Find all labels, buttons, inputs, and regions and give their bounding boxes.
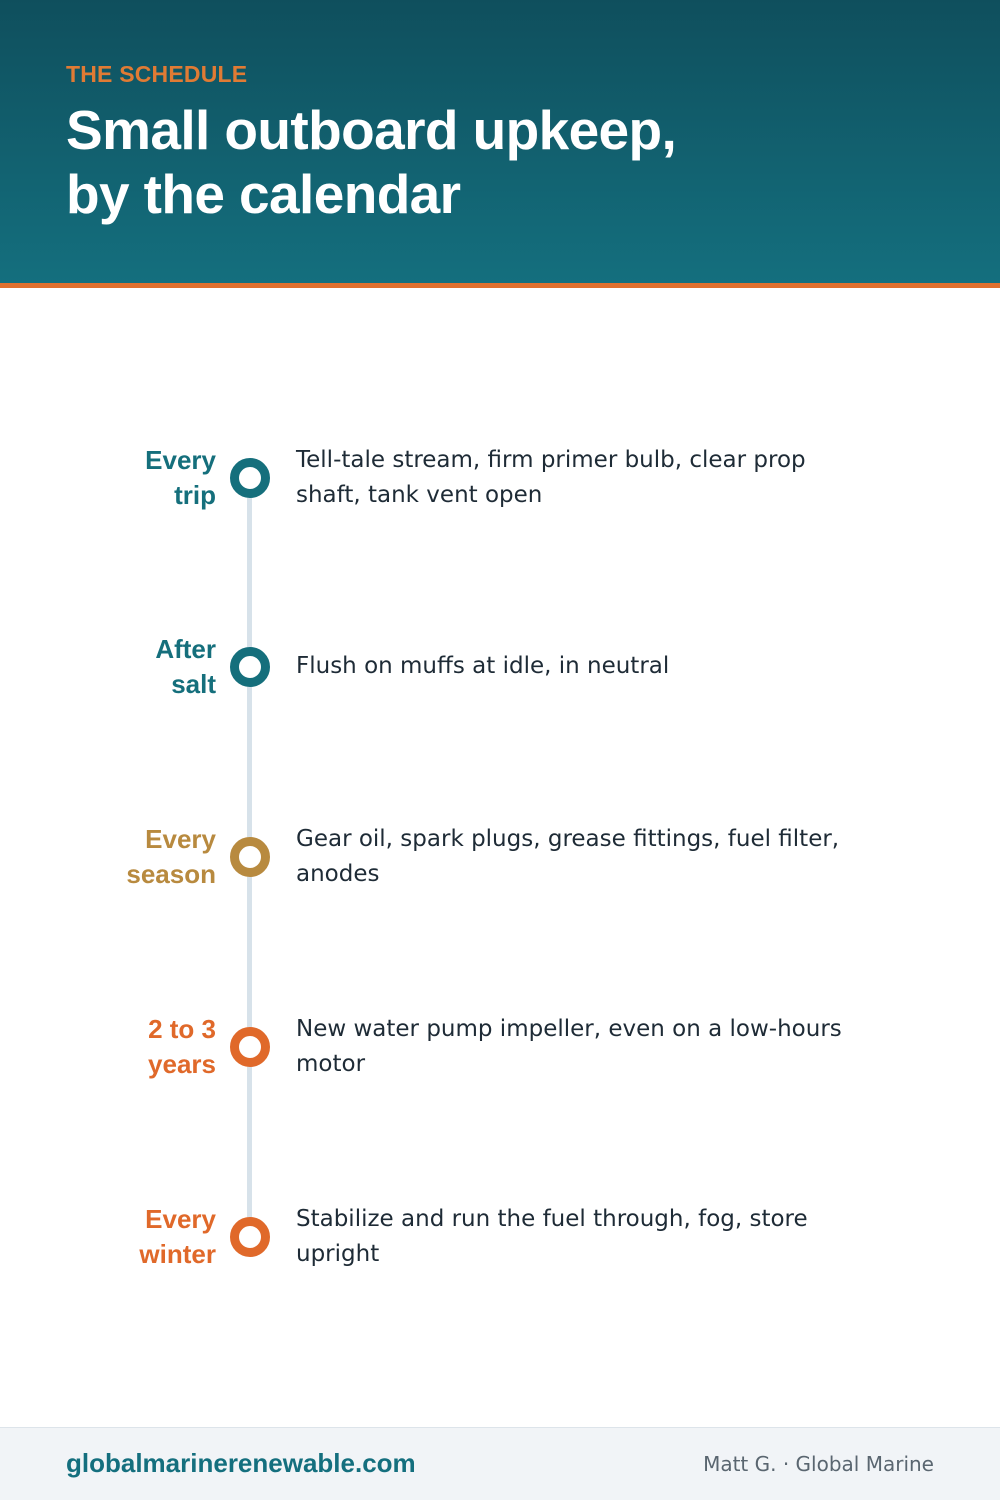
timeline-label-line-2: salt (171, 669, 216, 699)
timeline-marker-icon (230, 647, 270, 687)
timeline-label-line-1: Every (145, 824, 216, 854)
timeline-label-line-2: season (126, 859, 216, 889)
timeline-entry-after-salt (0, 632, 1000, 712)
timeline-label (56, 632, 216, 702)
timeline-entry-every-season (0, 822, 1000, 902)
timeline-description-line-2: motor (296, 1051, 366, 1077)
timeline-label-line-1: After (155, 634, 216, 664)
timeline-label-line-2: trip (174, 480, 216, 510)
timeline-label (56, 1202, 216, 1272)
timeline-label-line-2: winter (139, 1239, 216, 1269)
timeline-description-line-2: anodes (296, 861, 380, 887)
page-title (66, 98, 886, 226)
timeline-marker-icon (230, 1217, 270, 1257)
timeline-description-line-1: Stabilize and run the fuel through, fog, store (296, 1206, 808, 1232)
timeline-description (296, 1202, 856, 1272)
timeline-label-line-1: Every (145, 1204, 216, 1234)
timeline-description-line-2: upright (296, 1241, 380, 1267)
timeline-marker-icon (230, 1027, 270, 1067)
timeline-description-line-1: Gear oil, spark plugs, grease fittings, fuel filter, (296, 826, 840, 852)
timeline-label (56, 1012, 216, 1082)
timeline-description (296, 1012, 856, 1082)
timeline-label-line-1: 2 to 3 (148, 1014, 216, 1044)
footer-credit: Matt G. · Global Marine (703, 1452, 934, 1476)
timeline-entry-every-trip (0, 443, 1000, 523)
timeline-description (296, 822, 856, 892)
footer-site-link[interactable]: globalmarinerenewable.com (66, 1448, 416, 1478)
timeline-label-line-2: years (148, 1049, 216, 1079)
timeline-description (296, 443, 856, 513)
eyebrow-label: THE SCHEDULE (66, 61, 248, 87)
timeline-entry-2-to-3-years (0, 1012, 1000, 1092)
timeline-label-line-1: Every (145, 445, 216, 475)
footer (0, 1427, 1000, 1500)
timeline-label (56, 443, 216, 513)
header-accent-rule (0, 283, 1000, 288)
title-line-1: Small outboard upkeep, (66, 99, 677, 161)
timeline-description-line-1: Tell-tale stream, firm primer bulb, clear prop (296, 447, 806, 473)
timeline-marker-icon (230, 837, 270, 877)
timeline-description-line-1: New water pump impeller, even on a low-hours (296, 1016, 842, 1042)
timeline-entry-every-winter (0, 1202, 1000, 1282)
timeline-marker-icon (230, 458, 270, 498)
timeline-label (56, 822, 216, 892)
timeline-description-line-2: shaft, tank vent open (296, 482, 543, 508)
timeline-description-line-1: Flush on muffs at idle, in neutral (296, 653, 670, 679)
timeline-description (296, 649, 856, 684)
title-line-2: by the calendar (66, 163, 461, 225)
